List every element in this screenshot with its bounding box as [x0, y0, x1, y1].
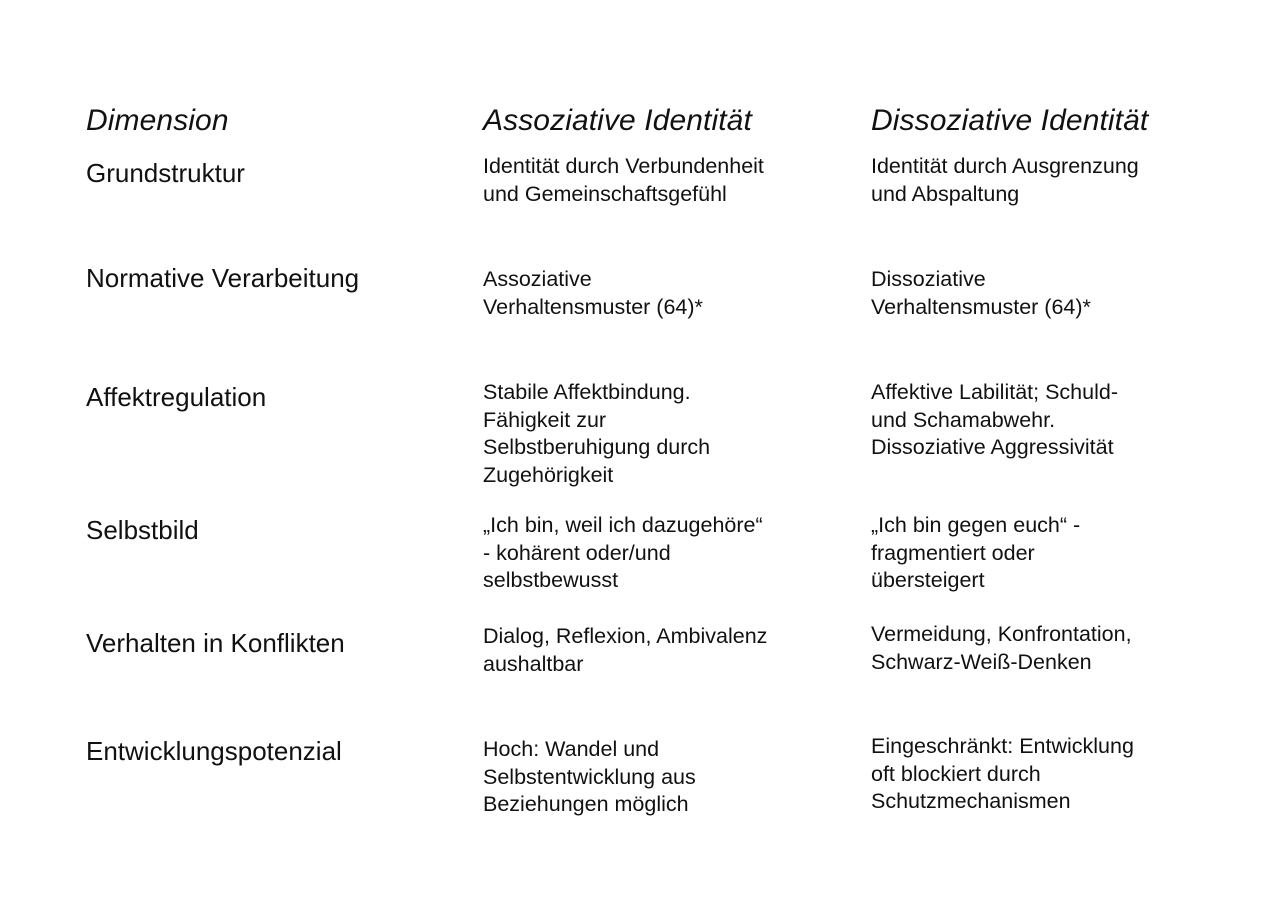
row-associative-cell — [483, 623, 853, 678]
row-dissociative-cell — [871, 153, 1251, 208]
row-dissociative-cell — [871, 512, 1251, 595]
row-dimension-label: Entwicklungspotenzial — [86, 736, 342, 766]
cell-line: Affektive Labilität; Schuld- — [871, 380, 1118, 404]
cell-line: Zugehörigkeit — [483, 462, 614, 487]
cell-line: und Gemeinschaftsgefühl — [483, 181, 727, 206]
row-dimension-label: Selbstbild — [86, 515, 199, 545]
cell-line: und Schamabwehr. — [871, 407, 1056, 432]
row-associative-cell — [483, 736, 853, 819]
header-associative: Assoziative Identität — [483, 104, 752, 137]
cell-line: „Ich bin, weil ich dazugehöre“ — [483, 513, 763, 537]
row-dimension-label: Verhalten in Konflikten — [86, 628, 345, 658]
cell-line: oft blockiert durch — [871, 761, 1041, 786]
cell-line: Schutzmechanismen — [871, 789, 1071, 813]
cell-line: Dissoziative Aggressivität — [871, 435, 1114, 459]
cell-line: Verhaltensmuster (64)* — [871, 294, 1091, 319]
cell-line: Eingeschränkt: Entwicklung — [871, 734, 1134, 758]
cell-line: Hoch: Wandel und — [483, 737, 660, 761]
row-dissociative-cell — [871, 621, 1251, 676]
row-associative-cell — [483, 153, 853, 208]
cell-line: aushaltbar — [483, 651, 584, 676]
header-dimension: Dimension — [86, 104, 229, 137]
cell-line: Verhaltensmuster (64)* — [483, 294, 703, 319]
cell-line: und Abspaltung — [871, 181, 1020, 206]
cell-line: Dissoziative — [871, 267, 986, 291]
cell-line: Selbstentwicklung aus — [483, 764, 696, 789]
cell-line: Vermeidung, Konfrontation, — [871, 622, 1132, 646]
row-associative-cell — [483, 266, 853, 321]
cell-line: Identität durch Ausgrenzung — [871, 154, 1139, 178]
row-dimension-label: Grundstruktur — [86, 158, 245, 188]
header-dissociative: Dissoziative Identität — [871, 104, 1149, 137]
cell-line: „Ich bin gegen euch“ - — [871, 513, 1081, 537]
cell-line: fragmentiert oder — [871, 540, 1035, 565]
cell-line: Schwarz-Weiß-Denken — [871, 649, 1092, 674]
cell-line: übersteigert — [871, 568, 985, 592]
row-dimension-label: Affektregulation — [86, 382, 267, 412]
cell-line: Assoziative — [483, 267, 592, 291]
row-associative-cell — [483, 512, 853, 595]
cell-line: Stabile Affektbindung. — [483, 380, 691, 404]
row-associative-cell — [483, 379, 853, 489]
cell-line: Fähigkeit zur — [483, 407, 607, 432]
row-dissociative-cell — [871, 266, 1251, 321]
row-dimension-label: Normative Verarbeitung — [86, 263, 360, 293]
cell-line: Dialog, Reflexion, Ambivalenz — [483, 624, 768, 648]
cell-line: Selbstberuhigung durch — [483, 435, 711, 459]
row-dissociative-cell — [871, 733, 1251, 816]
cell-line: Identität durch Verbundenheit — [483, 154, 764, 178]
cell-line: selbstbewusst — [483, 568, 619, 592]
cell-line: - kohärent oder/und — [483, 540, 671, 565]
row-dissociative-cell — [871, 379, 1251, 462]
cell-line: Beziehungen möglich — [483, 792, 689, 816]
